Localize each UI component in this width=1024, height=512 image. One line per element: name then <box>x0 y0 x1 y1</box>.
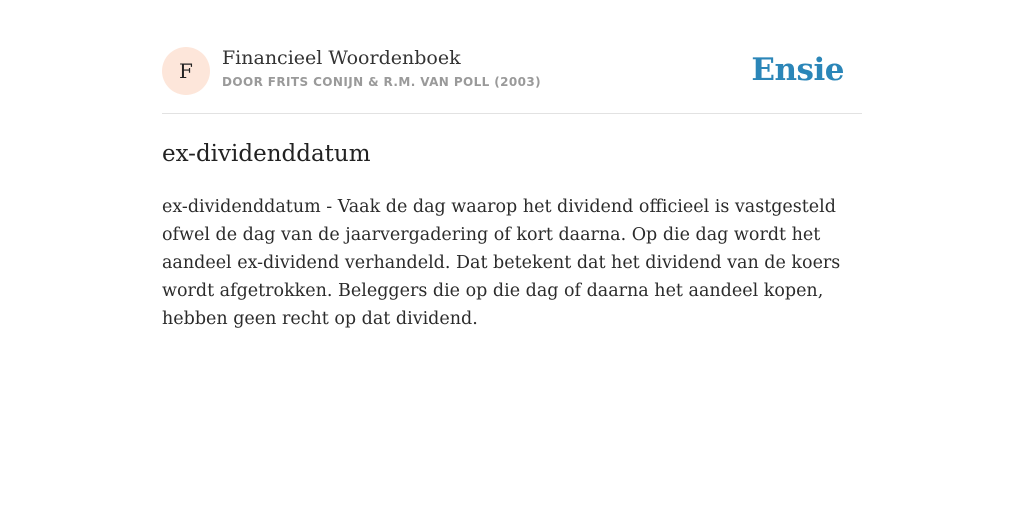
ensie-logo[interactable]: Ensie <box>751 52 844 88</box>
source-title[interactable]: Financieel Woordenboek <box>222 47 461 69</box>
entry-term: ex-dividenddatum <box>162 141 371 167</box>
source-avatar: F <box>162 47 210 95</box>
page-container <box>162 0 862 333</box>
entry-definition: ex-dividenddatum - Vaak de dag waarop het dividend officieel is vastgesteld ofwel de dag van de jaarvergadering of kort daarna. Op die dag wordt het aandeel ex-dividend verhandeld. Dat betekent dat het dividend van de koers wordt afgetrokken. Beleggers die op die dag of daarna het aandeel kopen, hebben geen recht op dat dividend. <box>162 197 841 329</box>
source-author: DOOR FRITS CONIJN & R.M. VAN POLL (2003) <box>222 75 542 89</box>
source-header <box>162 46 862 114</box>
